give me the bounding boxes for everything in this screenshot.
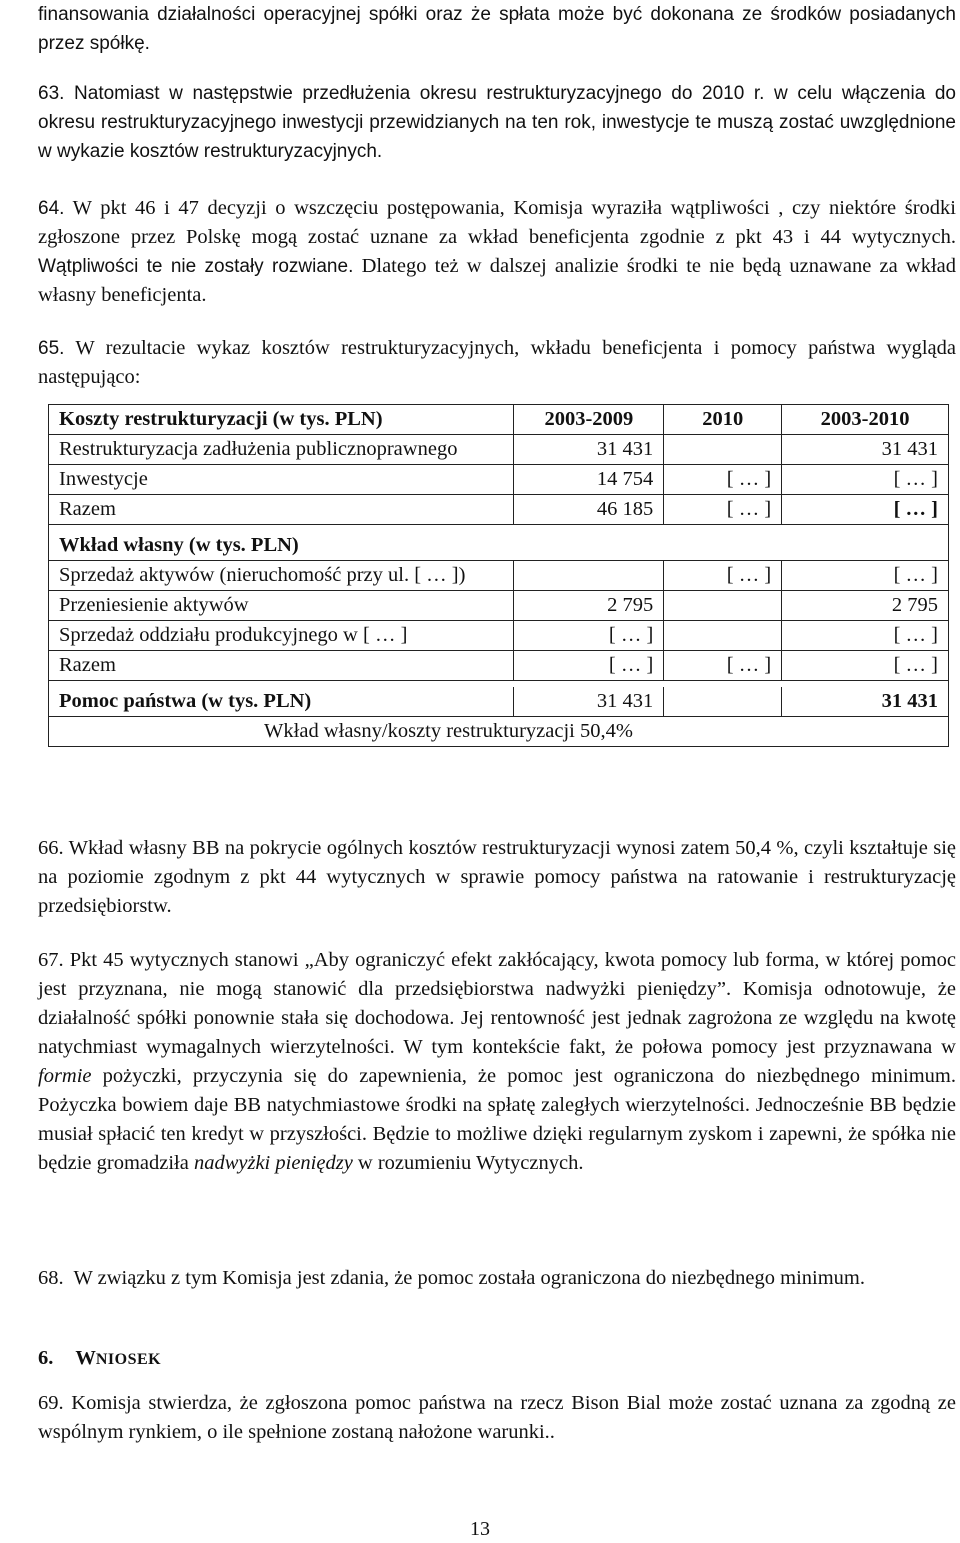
paragraph-65: 65. W rezultacie wykaz kosztów restrukturyzacyjnych, wkładu beneficjenta i pomocy państwa wygląda następująco: xyxy=(38,337,956,388)
state-aid-row: Pomoc państwa (w tys. PLN) 31 431 31 431 xyxy=(49,687,949,717)
table-header-cell: Koszty restrukturyzacji (w tys. PLN) xyxy=(49,405,514,435)
paragraph-continuation: finansowania działalności operacyjnej spółki oraz że spłata może być dokonana ze środków posiadanych przez spółkę. xyxy=(38,4,956,54)
page-number: 13 xyxy=(470,1518,490,1540)
paragraph-number: 66. xyxy=(38,837,64,859)
paragraph-69: 69. Komisja stwierdza, że zgłoszona pomoc państwa na rzecz Bison Bial może zostać uznana za zgodną ze wspólnym rynkiem, o ile spełnione zostaną nałożone warunki.. xyxy=(38,1392,956,1443)
table-row: Restrukturyzacja zadłużenia publicznoprawnego 31 431 31 431 xyxy=(49,435,949,465)
contribution-ratio-row: Wkład własny/koszty restrukturyzacji 50,4% xyxy=(49,717,949,747)
paragraph-68: 68. W związku z tym Komisja jest zdania, że pomoc została ograniczona do niezbędnego minimum. xyxy=(38,1267,865,1289)
paragraph-number: 68. xyxy=(38,1267,64,1289)
table-header-cell: 2003-2010 xyxy=(782,405,949,435)
paragraph-63: 63. Natomiast w następstwie przedłużenia okresu restrukturyzacyjnego do 2010 r. w celu włączenia do okresu restrukturyzacyjnego inwestycji przewidzianych na ten rok, inwestycje te muszą zostać uwzględnione w wykazie kosztów restrukturyzacyjnych. xyxy=(38,83,957,162)
own-contribution-header-row: Wkład własny (w tys. PLN) xyxy=(49,531,949,561)
table-row: Sprzedaż aktywów (nieruchomość przy ul. [ … ]) [ … ] [ … ] xyxy=(49,561,949,591)
table-row: Razem [ … ] [ … ] [ … ] xyxy=(49,651,949,681)
table-header-cell: 2003-2009 xyxy=(514,405,664,435)
paragraph-number: 64. xyxy=(38,198,65,219)
table-row: Inwestycje 14 754 [ … ] [ … ] xyxy=(49,465,949,495)
table-header-row xyxy=(49,405,949,435)
restructuring-costs-table xyxy=(48,404,949,747)
paragraph-number: 67. xyxy=(38,949,64,971)
table-header-cell: 2010 xyxy=(664,405,782,435)
paragraph-number: 65. xyxy=(38,338,65,359)
paragraph-64: 64. W pkt 46 i 47 decyzji o wszczęciu postępowania, Komisja wyraziła wątpliwości , czy niektóre środki zgłoszone przez Polskę mogą zostać uznane za wkład beneficjenta zgodnie z pkt 43 i 44 wytycznych. Wątpliwości te nie zostały rozwiane. Dlatego też w dalszej analizie środki te nie będą uznawane za wkład własny beneficjenta. xyxy=(38,197,956,306)
table-row: Razem 46 185 [ … ] [ … ] xyxy=(49,495,949,525)
paragraph-66: 66. Wkład własny BB na pokrycie ogólnych kosztów restrukturyzacji wynosi zatem 50,4 %, czyli kształtuje się na poziomie zgodnym z pkt 44 wytycznych w sprawie pomocy państwa na ratowanie i restrukturyzację przedsiębiorstw. xyxy=(38,837,956,917)
section-heading: 6. WNIOSEK xyxy=(38,1347,162,1369)
table-row: Przeniesienie aktywów 2 795 2 795 xyxy=(49,591,949,621)
table-row: Sprzedaż oddziału produkcyjnego w [ … ] [ … ] [ … ] xyxy=(49,621,949,651)
paragraph-number: 63. xyxy=(38,83,65,104)
paragraph-67: 67. Pkt 45 wytycznych stanowi „Aby ograniczyć efekt zakłócający, kwota pomocy lub forma, w której pomoc jest przyznana, nie mogą stanowić dla przedsiębiorstwa nadwyżki pieniędzy”. Komisja odnotowuje, że działalność spółki ponownie stała się dochodowa. Jej rentowność jest jednak zagrożona ze względu na kwotę natychmiast wymagalnych wierzytelności. W tym kontekście fakt, że połowa pomocy jest przyznawana w formie pożyczki, przyczynia się do zapewnienia, że pomoc jest ograniczona do niezbędnego minimum. Pożyczka bowiem daje BB natychmiastowe środki na spłatę zaległych wierzytelności. Jednocześnie BB będzie musiał spłacić ten kredyt w przyszłości. Będzie to możliwe dzięki regularnym zyskom i zapewni, że spółka nie będzie gromadziła nadwyżki pieniędzy w rozumieniu Wytycznych. xyxy=(38,949,957,1174)
paragraph-number: 69. xyxy=(38,1392,64,1414)
